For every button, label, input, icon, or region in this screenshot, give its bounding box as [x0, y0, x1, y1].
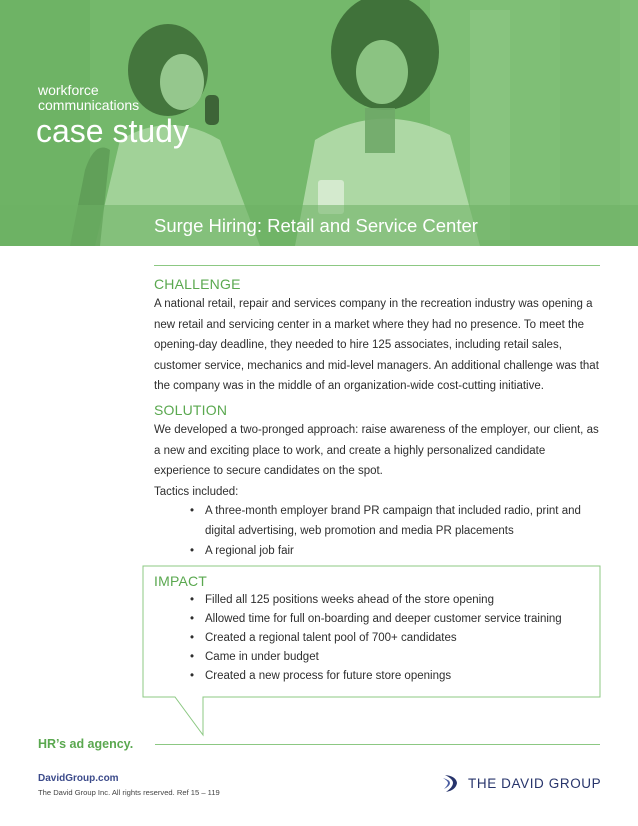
bullet-dot: • [190, 613, 195, 625]
bullet-dot: • [190, 651, 195, 663]
case-study-label: case study [36, 113, 189, 149]
list-item [190, 501, 600, 541]
impact-text: Filled all 125 positions weeks ahead of the store opening [205, 594, 494, 606]
divider-top [154, 265, 600, 266]
solution-text [154, 420, 602, 482]
hero-banner [0, 0, 638, 246]
bullet-dot: • [190, 632, 195, 644]
logo-text: THE DAVID GROUP [468, 775, 602, 791]
list-item [190, 667, 600, 686]
impact-text: Created a new process for future store openings [205, 670, 452, 682]
bullet-dot: • [190, 594, 195, 606]
website-link[interactable]: DavidGroup.com [38, 773, 119, 784]
hero-kicker-line2: communications [38, 97, 140, 113]
impact-list [190, 591, 600, 686]
impact-text: Came in under budget [205, 651, 319, 663]
logo-swoosh-icon [442, 773, 462, 793]
tactics-intro-text: Tactics included: [154, 486, 239, 498]
impact-text: Created a regional talent pool of 700+ candidates [205, 632, 457, 644]
impact-heading: IMPACT [154, 573, 208, 589]
page-title: Surge Hiring: Retail and Service Center [154, 215, 478, 236]
list-item [190, 629, 600, 648]
bullet-dot: • [190, 670, 195, 682]
list-item [190, 610, 600, 629]
challenge-heading: CHALLENGE [154, 276, 241, 292]
list-item [190, 648, 600, 667]
list-item [190, 541, 600, 561]
bullet-dot: • [190, 505, 195, 517]
tactics-list [190, 501, 600, 561]
tactic-text: A three-month employer brand PR campaign that included radio, print and digital advertising, web promotion and media PR placements [205, 505, 581, 537]
tagline: HR’s ad agency. [38, 737, 134, 751]
impact-text: Allowed time for full on-boarding and deeper customer service training [205, 613, 562, 625]
list-item [190, 591, 600, 610]
bullet-dot: • [190, 545, 195, 557]
solution-heading: SOLUTION [154, 402, 228, 418]
tactic-text: A regional job fair [205, 545, 294, 557]
copyright-text: The David Group Inc. All rights reserved. Ref 15 – 119 [38, 788, 220, 797]
solution-paragraph: We developed a two-pronged approach: raise awareness of the employer, our client, as a new and exciting place to work, and create a highly personalized candidate experience to secure candidates on the spot. [154, 424, 599, 477]
company-logo [442, 773, 601, 793]
challenge-paragraph: A national retail, repair and services company in the recreation industry was opening a new retail and servicing center in a market where they had no presence. To meet the opening-day deadline, they needed to hire 125 associates, including retail sales, customer service, mechanics and mid-level managers. An additional challenge was that the company was in the middle of an organization-wide cost-cutting initiative. [154, 298, 599, 392]
challenge-text [154, 294, 602, 397]
divider-footer [155, 744, 600, 745]
hero-kicker-line1: workforce [38, 82, 99, 98]
tactics-intro [154, 482, 602, 503]
